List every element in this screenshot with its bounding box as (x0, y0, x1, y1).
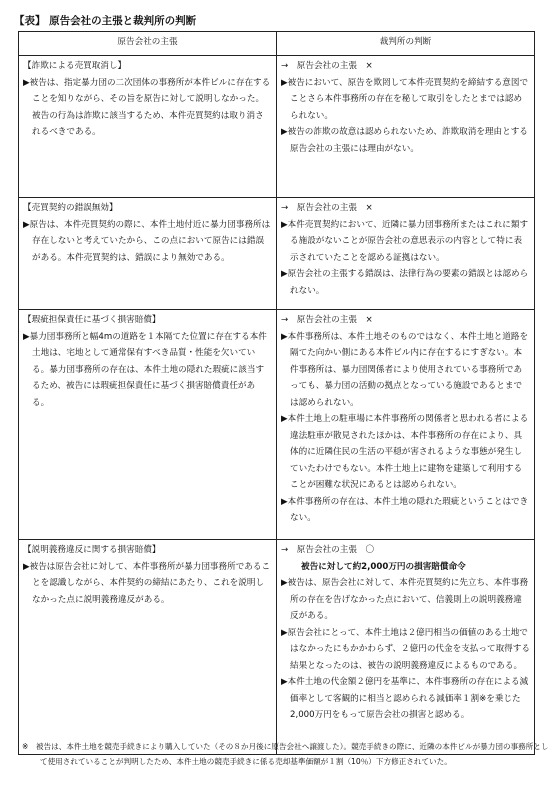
claim-point: ▶暴力団事務所と幅4mの道路を１本隔てた位置に存在する本件土地は、宅地として通常保有すべき品質・性能を欠いている。暴力団事務所の存在は、本件土地の隠れた瑕疵に該当するため、被告には瑕疵担保責任に基づく損害賠償責任がある。 (23, 331, 267, 408)
claim-point: ▶被告は、指定暴力団の二次団体の事務所が本件ビルに存在することを知りながら、その旨を原告に対して説明しなかった。被告の行為は詐欺に該当するため、本件売買契約は取り消されるべきである。 (23, 77, 271, 137)
table-title: 【表】 原告会社の主張と裁判所の判断 (14, 15, 197, 27)
column-header-court: 裁判所の判断 (277, 32, 535, 56)
judgment-point: ▶被告の詐欺の故意は認められないため、詐欺取消を理由とする原告会社の主張には理由がない。 (281, 127, 528, 154)
judgment-point: ▶原告会社の主張する錯誤は、法律行為の要素の錯誤とは認められない。 (281, 269, 529, 296)
court-judgment-cell (277, 310, 535, 540)
court-judgment-cell (277, 198, 535, 310)
judgment-point: ▶被告において、原告を欺罔して本件売買契約を締結する意図でことさら本件事務所の存在を秘して取引をしたとまでは認められない。 (281, 77, 529, 121)
table-row (19, 198, 535, 310)
judgment-point: ▶本件土地上の駐車場に本件事務所の関係者と思われる者による違法駐車が散見されたほかは、本件事務所の存在により、具体的に近隣住民の生活の平穏が害されるような事態が発生していたわけでもない。本件土地上に建物を建築して利用することが困難な状況にあるとは認められない。 (281, 414, 529, 490)
claim-point: ▶原告は、本件売買契約の際に、本件土地付近に暴力団事務所は存在しないと考えていたから、この点において原告には錯誤がある。本件売買契約は、錯誤により無効である。 (23, 219, 271, 263)
plaintiff-claim-cell (19, 56, 277, 198)
table-row (19, 540, 535, 755)
judgment-verdict: → 原告会社の主張 × (281, 315, 373, 325)
comparison-table (18, 31, 535, 755)
judgment-point: ▶被告は、原告会社に対して、本件売買契約に先立ち、本件事務所の存在を告げなかった点において、信義則上の説明義務違反がある。 (281, 578, 529, 621)
column-header-plaintiff: 原告会社の主張 (19, 32, 277, 56)
judgment-point: ▶本件売買契約において、近隣に暴力団事務所またはこれに類する施設がないことが原告会社の意思表示の内容として特に表示されていたことを認める証拠はない。 (281, 219, 529, 263)
damages-order: 被告に対して約2,000万円の損害賠償命令 (301, 561, 466, 572)
footnote: ※ 被告は、本件土地を競売手続きにより購入していた（その８か月後に原告会社へ譲渡した）。競売手続きの際に、近隣の本件ビルが暴力団の事務所として使用されていることが判明したため、本件土地の競売手続きに係る売却基準価額が１割（10％）下方修正されていた。 (22, 742, 549, 766)
court-judgment-cell (277, 56, 535, 198)
claim-heading: 【詐欺による売買取消し】 (23, 61, 127, 71)
plaintiff-claim-cell (19, 198, 277, 310)
plaintiff-claim-cell (19, 310, 277, 540)
plaintiff-claim-cell (19, 540, 277, 755)
judgment-verdict: → 原告会社の主張 × (281, 203, 373, 213)
header-row (19, 32, 535, 56)
table-row (19, 310, 535, 540)
judgment-point: ▶本件土地の代金額２億円を基準に、本件事務所の存在による減価率として客観的に相当と認められる減価率１割※を乗じた2,000万円をもって原告会社の損害と認める。 (281, 677, 529, 720)
judgment-point: ▶本件事務所の存在は、本件土地の隠れた瑕疵ということはできない。 (281, 496, 529, 523)
court-judgment-cell (277, 540, 535, 755)
claim-heading: 【説明義務違反に関する損害賠償】 (23, 545, 161, 555)
claim-heading: 【売買契約の錯誤無効】 (23, 203, 118, 213)
judgment-point: ▶本件事務所は、本件土地そのものではなく、本件土地と道路を隔てた向かい側にある本件ビル内に存在するにすぎない。本件事務所は、暴力団関係者により使用されている事務所であっても、暴力団の活動の拠点となっている施設であるとまでは認められない。 (281, 331, 529, 408)
claim-point: ▶被告は原告会社に対して、本件事務所が暴力団事務所であることを認識しながら、本件契約の締結にあたり、これを説明しなかった点に説明義務違反がある。 (23, 561, 271, 605)
table-row (19, 56, 535, 198)
judgment-verdict: → 原告会社の主張 × (281, 61, 373, 71)
judgment-verdict: → 原告会社の主張 〇 (281, 545, 375, 555)
judgment-point: ▶原告会社にとって、本件土地は２億円相当の価値のある土地ではなかったにもかかわらず、２億円の代金を支払って取得する結果となったのは、被告の説明義務違反によるものである。 (281, 627, 530, 671)
claim-heading: 【瑕疵担保責任に基づく損害賠償】 (23, 315, 161, 325)
